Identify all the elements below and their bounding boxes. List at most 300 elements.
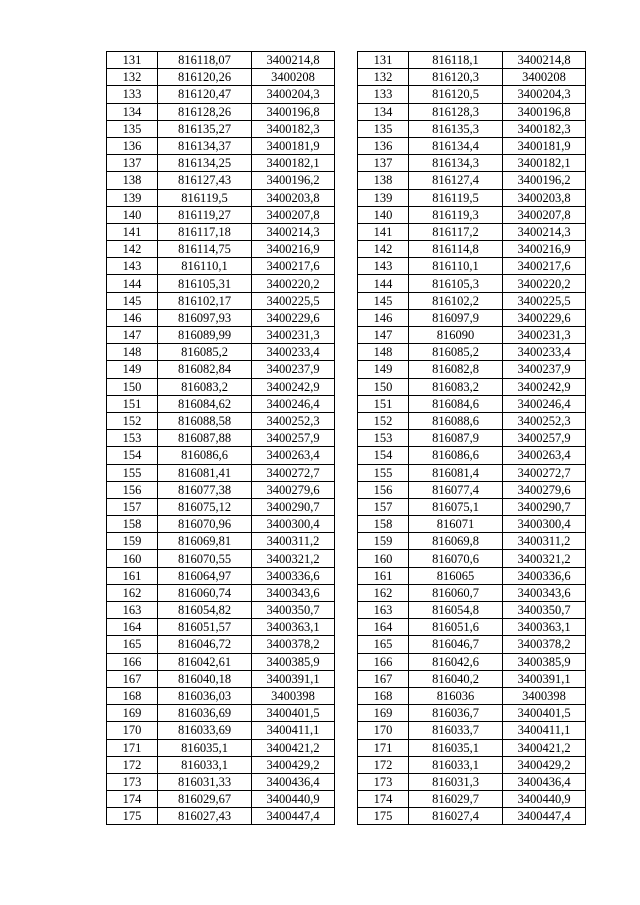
point-number-cell: 156 (107, 481, 158, 498)
table-row (107, 223, 586, 240)
y-coordinate-cell: 3400196,2 (252, 172, 335, 189)
x-coordinate-cell: 816114,8 (409, 241, 503, 258)
point-number-cell: 155 (107, 464, 158, 481)
point-number-cell: 167 (107, 670, 158, 687)
x-coordinate-cell: 816046,7 (409, 636, 503, 653)
x-coordinate-cell: 816029,67 (158, 791, 252, 808)
y-coordinate-cell: 3400411,1 (252, 722, 335, 739)
point-number-cell: 149 (107, 361, 158, 378)
column-gap (335, 378, 358, 395)
x-coordinate-cell: 816086,6 (409, 447, 503, 464)
x-coordinate-cell: 816027,4 (409, 808, 503, 825)
point-number-cell: 152 (358, 412, 409, 429)
y-coordinate-cell: 3400242,9 (252, 378, 335, 395)
y-coordinate-cell: 3400378,2 (503, 636, 586, 653)
x-coordinate-cell: 816070,55 (158, 550, 252, 567)
y-coordinate-cell: 3400207,8 (503, 206, 586, 223)
y-coordinate-cell: 3400290,7 (503, 498, 586, 515)
y-coordinate-cell: 3400229,6 (252, 309, 335, 326)
y-coordinate-cell: 3400321,2 (252, 550, 335, 567)
column-gap (335, 773, 358, 790)
table-row (107, 756, 586, 773)
point-number-cell: 175 (107, 808, 158, 825)
x-coordinate-cell: 816128,26 (158, 103, 252, 120)
point-number-cell: 158 (358, 516, 409, 533)
x-coordinate-cell: 816134,25 (158, 155, 252, 172)
point-number-cell: 132 (107, 69, 158, 86)
y-coordinate-cell: 3400343,6 (252, 584, 335, 601)
x-coordinate-cell: 816110,1 (409, 258, 503, 275)
point-number-cell: 160 (107, 550, 158, 567)
y-coordinate-cell: 3400350,7 (503, 602, 586, 619)
y-coordinate-cell: 3400196,8 (252, 103, 335, 120)
column-gap (335, 86, 358, 103)
x-coordinate-cell: 816051,57 (158, 619, 252, 636)
y-coordinate-cell: 3400257,9 (503, 430, 586, 447)
y-coordinate-cell: 3400272,7 (503, 464, 586, 481)
y-coordinate-cell: 3400300,4 (503, 516, 586, 533)
x-coordinate-cell: 816040,2 (409, 670, 503, 687)
column-gap (335, 292, 358, 309)
column-gap (335, 206, 358, 223)
y-coordinate-cell: 3400252,3 (252, 412, 335, 429)
y-coordinate-cell: 3400214,8 (503, 52, 586, 69)
y-coordinate-cell: 3400216,9 (252, 241, 335, 258)
column-gap (335, 670, 358, 687)
y-coordinate-cell: 3400181,9 (252, 137, 335, 154)
point-number-cell: 163 (358, 602, 409, 619)
point-number-cell: 167 (358, 670, 409, 687)
column-gap (335, 636, 358, 653)
table-row (107, 275, 586, 292)
table-row (107, 412, 586, 429)
point-number-cell: 139 (107, 189, 158, 206)
point-number-cell: 168 (358, 687, 409, 704)
point-number-cell: 139 (358, 189, 409, 206)
table-row (107, 533, 586, 550)
x-coordinate-cell: 816134,4 (409, 137, 503, 154)
point-number-cell: 164 (358, 619, 409, 636)
point-number-cell: 166 (107, 653, 158, 670)
y-coordinate-cell: 3400429,2 (503, 756, 586, 773)
point-number-cell: 132 (358, 69, 409, 86)
point-number-cell: 171 (358, 739, 409, 756)
x-coordinate-cell: 816035,1 (158, 739, 252, 756)
table-row (107, 516, 586, 533)
point-number-cell: 157 (358, 498, 409, 515)
point-number-cell: 168 (107, 687, 158, 704)
y-coordinate-cell: 3400336,6 (503, 567, 586, 584)
column-gap (335, 756, 358, 773)
table-row (107, 602, 586, 619)
point-number-cell: 173 (358, 773, 409, 790)
x-coordinate-cell: 816040,18 (158, 670, 252, 687)
point-number-cell: 162 (358, 584, 409, 601)
table-row (107, 481, 586, 498)
y-coordinate-cell: 3400311,2 (252, 533, 335, 550)
y-coordinate-cell: 3400436,4 (252, 773, 335, 790)
x-coordinate-cell: 816118,07 (158, 52, 252, 69)
column-gap (335, 498, 358, 515)
y-coordinate-cell: 3400217,6 (503, 258, 586, 275)
column-gap (335, 275, 358, 292)
coordinates-table-container (106, 51, 596, 825)
point-number-cell: 134 (107, 103, 158, 120)
point-number-cell: 145 (358, 292, 409, 309)
table-row (107, 52, 586, 69)
table-row (107, 103, 586, 120)
y-coordinate-cell: 3400182,1 (252, 155, 335, 172)
point-number-cell: 142 (107, 241, 158, 258)
table-row (107, 619, 586, 636)
column-gap (335, 137, 358, 154)
x-coordinate-cell: 816083,2 (409, 378, 503, 395)
point-number-cell: 147 (358, 327, 409, 344)
point-number-cell: 144 (358, 275, 409, 292)
point-number-cell: 138 (107, 172, 158, 189)
column-gap (335, 567, 358, 584)
point-number-cell: 142 (358, 241, 409, 258)
x-coordinate-cell: 816060,74 (158, 584, 252, 601)
x-coordinate-cell: 816084,62 (158, 395, 252, 412)
point-number-cell: 152 (107, 412, 158, 429)
column-gap (335, 258, 358, 275)
x-coordinate-cell: 816120,5 (409, 86, 503, 103)
column-gap (335, 327, 358, 344)
x-coordinate-cell: 816054,8 (409, 602, 503, 619)
point-number-cell: 166 (358, 653, 409, 670)
x-coordinate-cell: 816064,97 (158, 567, 252, 584)
x-coordinate-cell: 816054,82 (158, 602, 252, 619)
x-coordinate-cell: 816120,3 (409, 69, 503, 86)
x-coordinate-cell: 816069,81 (158, 533, 252, 550)
table-row (107, 653, 586, 670)
y-coordinate-cell: 3400204,3 (503, 86, 586, 103)
y-coordinate-cell: 3400225,5 (503, 292, 586, 309)
point-number-cell: 174 (358, 791, 409, 808)
x-coordinate-cell: 816033,69 (158, 722, 252, 739)
x-coordinate-cell: 816117,18 (158, 223, 252, 240)
x-coordinate-cell: 816081,4 (409, 464, 503, 481)
x-coordinate-cell: 816031,3 (409, 773, 503, 790)
column-gap (335, 189, 358, 206)
x-coordinate-cell: 816075,1 (409, 498, 503, 515)
x-coordinate-cell: 816082,84 (158, 361, 252, 378)
x-coordinate-cell: 816118,1 (409, 52, 503, 69)
table-row (107, 258, 586, 275)
point-number-cell: 161 (358, 567, 409, 584)
point-number-cell: 171 (107, 739, 158, 756)
x-coordinate-cell: 816088,58 (158, 412, 252, 429)
x-coordinate-cell: 816105,31 (158, 275, 252, 292)
column-gap (335, 722, 358, 739)
y-coordinate-cell: 3400363,1 (252, 619, 335, 636)
x-coordinate-cell: 816135,27 (158, 120, 252, 137)
point-number-cell: 137 (107, 155, 158, 172)
point-number-cell: 159 (358, 533, 409, 550)
x-coordinate-cell: 816119,3 (409, 206, 503, 223)
column-gap (335, 69, 358, 86)
column-gap (335, 808, 358, 825)
x-coordinate-cell: 816046,72 (158, 636, 252, 653)
column-gap (335, 430, 358, 447)
column-gap (335, 533, 358, 550)
point-number-cell: 140 (107, 206, 158, 223)
point-number-cell: 149 (358, 361, 409, 378)
point-number-cell: 144 (107, 275, 158, 292)
y-coordinate-cell: 3400263,4 (503, 447, 586, 464)
y-coordinate-cell: 3400208 (503, 69, 586, 86)
point-number-cell: 172 (107, 756, 158, 773)
point-number-cell: 163 (107, 602, 158, 619)
x-coordinate-cell: 816089,99 (158, 327, 252, 344)
x-coordinate-cell: 816036,69 (158, 705, 252, 722)
table-row (107, 498, 586, 515)
point-number-cell: 136 (107, 137, 158, 154)
point-number-cell: 162 (107, 584, 158, 601)
x-coordinate-cell: 816086,6 (158, 447, 252, 464)
y-coordinate-cell: 3400214,3 (252, 223, 335, 240)
point-number-cell: 170 (358, 722, 409, 739)
x-coordinate-cell: 816110,1 (158, 258, 252, 275)
point-number-cell: 135 (358, 120, 409, 137)
y-coordinate-cell: 3400196,2 (503, 172, 586, 189)
point-number-cell: 146 (107, 309, 158, 326)
x-coordinate-cell: 816065 (409, 567, 503, 584)
x-coordinate-cell: 816036 (409, 687, 503, 704)
point-number-cell: 175 (358, 808, 409, 825)
column-gap (335, 120, 358, 137)
x-coordinate-cell: 816036,7 (409, 705, 503, 722)
x-coordinate-cell: 816120,26 (158, 69, 252, 86)
y-coordinate-cell: 3400181,9 (503, 137, 586, 154)
point-number-cell: 141 (107, 223, 158, 240)
y-coordinate-cell: 3400229,6 (503, 309, 586, 326)
x-coordinate-cell: 816120,47 (158, 86, 252, 103)
y-coordinate-cell: 3400398 (503, 687, 586, 704)
y-coordinate-cell: 3400204,3 (252, 86, 335, 103)
table-row (107, 584, 586, 601)
x-coordinate-cell: 816097,93 (158, 309, 252, 326)
x-coordinate-cell: 816085,2 (158, 344, 252, 361)
coordinates-table (106, 51, 586, 825)
x-coordinate-cell: 816070,96 (158, 516, 252, 533)
point-number-cell: 143 (358, 258, 409, 275)
x-coordinate-cell: 816081,41 (158, 464, 252, 481)
point-number-cell: 173 (107, 773, 158, 790)
x-coordinate-cell: 816031,33 (158, 773, 252, 790)
table-row (107, 395, 586, 412)
x-coordinate-cell: 816128,3 (409, 103, 503, 120)
point-number-cell: 155 (358, 464, 409, 481)
y-coordinate-cell: 3400311,2 (503, 533, 586, 550)
table-row (107, 739, 586, 756)
x-coordinate-cell: 816036,03 (158, 687, 252, 704)
x-coordinate-cell: 816102,17 (158, 292, 252, 309)
y-coordinate-cell: 3400421,2 (252, 739, 335, 756)
x-coordinate-cell: 816027,43 (158, 808, 252, 825)
table-row (107, 447, 586, 464)
point-number-cell: 148 (107, 344, 158, 361)
column-gap (335, 309, 358, 326)
point-number-cell: 151 (107, 395, 158, 412)
x-coordinate-cell: 816127,43 (158, 172, 252, 189)
x-coordinate-cell: 816077,38 (158, 481, 252, 498)
x-coordinate-cell: 816119,27 (158, 206, 252, 223)
y-coordinate-cell: 3400246,4 (252, 395, 335, 412)
column-gap (335, 602, 358, 619)
y-coordinate-cell: 3400233,4 (503, 344, 586, 361)
y-coordinate-cell: 3400421,2 (503, 739, 586, 756)
y-coordinate-cell: 3400440,9 (503, 791, 586, 808)
point-number-cell: 160 (358, 550, 409, 567)
table-row (107, 687, 586, 704)
table-row (107, 722, 586, 739)
point-number-cell: 165 (107, 636, 158, 653)
x-coordinate-cell: 816060,7 (409, 584, 503, 601)
x-coordinate-cell: 816077,4 (409, 481, 503, 498)
x-coordinate-cell: 816051,6 (409, 619, 503, 636)
y-coordinate-cell: 3400237,9 (503, 361, 586, 378)
point-number-cell: 150 (358, 378, 409, 395)
table-row (107, 241, 586, 258)
point-number-cell: 154 (107, 447, 158, 464)
point-number-cell: 140 (358, 206, 409, 223)
y-coordinate-cell: 3400252,3 (503, 412, 586, 429)
y-coordinate-cell: 3400231,3 (252, 327, 335, 344)
table-row (107, 292, 586, 309)
y-coordinate-cell: 3400203,8 (252, 189, 335, 206)
y-coordinate-cell: 3400436,4 (503, 773, 586, 790)
table-row (107, 378, 586, 395)
x-coordinate-cell: 816035,1 (409, 739, 503, 756)
y-coordinate-cell: 3400257,9 (252, 430, 335, 447)
point-number-cell: 159 (107, 533, 158, 550)
table-row (107, 309, 586, 326)
point-number-cell: 170 (107, 722, 158, 739)
column-gap (335, 223, 358, 240)
table-row (107, 430, 586, 447)
column-gap (335, 464, 358, 481)
x-coordinate-cell: 816082,8 (409, 361, 503, 378)
point-number-cell: 145 (107, 292, 158, 309)
column-gap (335, 705, 358, 722)
point-number-cell: 157 (107, 498, 158, 515)
y-coordinate-cell: 3400440,9 (252, 791, 335, 808)
point-number-cell: 156 (358, 481, 409, 498)
table-row (107, 137, 586, 154)
table-row (107, 705, 586, 722)
table-row (107, 636, 586, 653)
table-row (107, 172, 586, 189)
table-row (107, 550, 586, 567)
y-coordinate-cell: 3400385,9 (252, 653, 335, 670)
y-coordinate-cell: 3400272,7 (252, 464, 335, 481)
y-coordinate-cell: 3400208 (252, 69, 335, 86)
point-number-cell: 150 (107, 378, 158, 395)
y-coordinate-cell: 3400225,5 (252, 292, 335, 309)
point-number-cell: 141 (358, 223, 409, 240)
point-number-cell: 158 (107, 516, 158, 533)
y-coordinate-cell: 3400220,2 (252, 275, 335, 292)
y-coordinate-cell: 3400336,6 (252, 567, 335, 584)
column-gap (335, 395, 358, 412)
table-row (107, 327, 586, 344)
x-coordinate-cell: 816071 (409, 516, 503, 533)
x-coordinate-cell: 816088,6 (409, 412, 503, 429)
y-coordinate-cell: 3400196,8 (503, 103, 586, 120)
y-coordinate-cell: 3400233,4 (252, 344, 335, 361)
table-row (107, 670, 586, 687)
y-coordinate-cell: 3400350,7 (252, 602, 335, 619)
x-coordinate-cell: 816127,4 (409, 172, 503, 189)
y-coordinate-cell: 3400385,9 (503, 653, 586, 670)
point-number-cell: 135 (107, 120, 158, 137)
x-coordinate-cell: 816033,1 (158, 756, 252, 773)
table-row (107, 773, 586, 790)
point-number-cell: 169 (358, 705, 409, 722)
x-coordinate-cell: 816033,7 (409, 722, 503, 739)
y-coordinate-cell: 3400391,1 (252, 670, 335, 687)
x-coordinate-cell: 816042,61 (158, 653, 252, 670)
y-coordinate-cell: 3400279,6 (503, 481, 586, 498)
point-number-cell: 174 (107, 791, 158, 808)
y-coordinate-cell: 3400447,4 (503, 808, 586, 825)
x-coordinate-cell: 816075,12 (158, 498, 252, 515)
point-number-cell: 148 (358, 344, 409, 361)
coordinates-table-body (107, 52, 586, 825)
table-row (107, 567, 586, 584)
x-coordinate-cell: 816119,5 (158, 189, 252, 206)
y-coordinate-cell: 3400300,4 (252, 516, 335, 533)
x-coordinate-cell: 816029,7 (409, 791, 503, 808)
x-coordinate-cell: 816085,2 (409, 344, 503, 361)
table-row (107, 86, 586, 103)
column-gap (335, 52, 358, 69)
point-number-cell: 169 (107, 705, 158, 722)
point-number-cell: 131 (107, 52, 158, 69)
y-coordinate-cell: 3400279,6 (252, 481, 335, 498)
y-coordinate-cell: 3400246,4 (503, 395, 586, 412)
y-coordinate-cell: 3400429,2 (252, 756, 335, 773)
x-coordinate-cell: 816134,37 (158, 137, 252, 154)
y-coordinate-cell: 3400391,1 (503, 670, 586, 687)
column-gap (335, 172, 358, 189)
x-coordinate-cell: 816042,6 (409, 653, 503, 670)
y-coordinate-cell: 3400401,5 (252, 705, 335, 722)
y-coordinate-cell: 3400217,6 (252, 258, 335, 275)
x-coordinate-cell: 816083,2 (158, 378, 252, 395)
point-number-cell: 136 (358, 137, 409, 154)
point-number-cell: 172 (358, 756, 409, 773)
table-row (107, 791, 586, 808)
point-number-cell: 153 (107, 430, 158, 447)
column-gap (335, 361, 358, 378)
y-coordinate-cell: 3400447,4 (252, 808, 335, 825)
column-gap (335, 516, 358, 533)
point-number-cell: 164 (107, 619, 158, 636)
y-coordinate-cell: 3400398 (252, 687, 335, 704)
point-number-cell: 161 (107, 567, 158, 584)
y-coordinate-cell: 3400182,1 (503, 155, 586, 172)
point-number-cell: 131 (358, 52, 409, 69)
column-gap (335, 241, 358, 258)
x-coordinate-cell: 816087,9 (409, 430, 503, 447)
column-gap (335, 584, 358, 601)
point-number-cell: 154 (358, 447, 409, 464)
y-coordinate-cell: 3400220,2 (503, 275, 586, 292)
x-coordinate-cell: 816070,6 (409, 550, 503, 567)
